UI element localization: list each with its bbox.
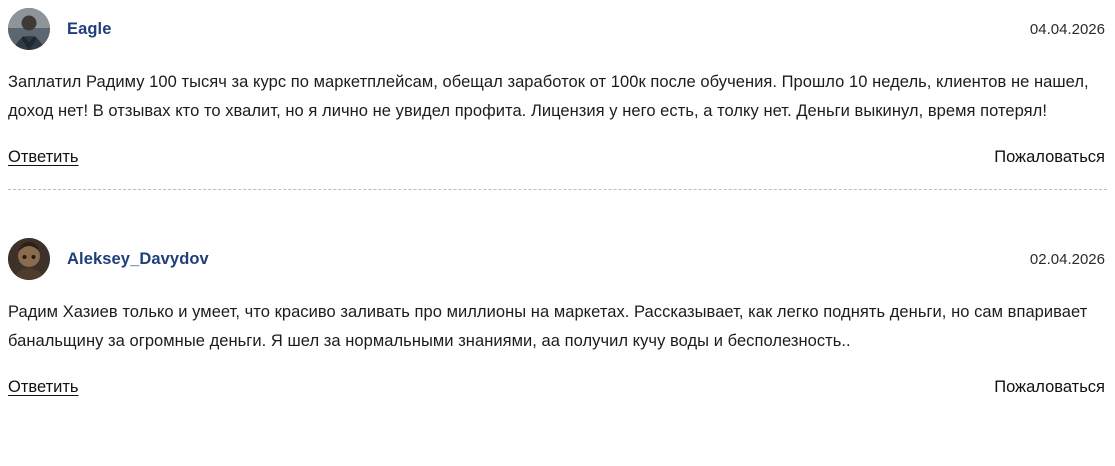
complain-button[interactable]: Пожаловаться: [994, 148, 1105, 166]
comment-item: [8, 0, 1107, 190]
comment-divider: [8, 189, 1107, 190]
reply-button[interactable]: Ответить: [8, 378, 79, 396]
reply-button[interactable]: Ответить: [8, 148, 79, 166]
comment-actions: [8, 378, 1107, 397]
comment-author: Aleksey_Davydov: [67, 249, 209, 268]
user-avatar-eagle[interactable]: [8, 8, 50, 50]
comment-author: Eagle: [67, 19, 112, 38]
comment-actions: [8, 148, 1107, 167]
spacer: [8, 190, 1107, 234]
comment-text: Радим Хазиев только и умеет, что красиво заливать про миллионы на маркетах. Рассказывает, как легко поднять деньги, но сам впаривает банальщину за огромные деньги. Я шел за нормальными знаниями, аа получил кучу воды и бесполезность..: [8, 303, 1088, 350]
comment-header: [8, 6, 1107, 52]
complain-button[interactable]: Пожаловаться: [994, 378, 1105, 396]
comment-text: Заплатил Радиму 100 тысяч за курс по маркетплейсам, обещал заработок от 100к после обучения. Прошло 10 недель, клиентов не нашел, доход нет! В отзывах кто то хвалит, но я лично не увидел профита. Лицензия у него есть, а толку нет. Деньги выкинул, время потерял!: [8, 73, 1089, 120]
user-avatar-aleksey[interactable]: [8, 238, 50, 280]
comment-date: 04.04.2026: [1029, 20, 1105, 38]
comment-date: 02.04.2026: [1029, 250, 1105, 268]
comment-header: [8, 236, 1107, 282]
comment-item: [8, 236, 1107, 397]
